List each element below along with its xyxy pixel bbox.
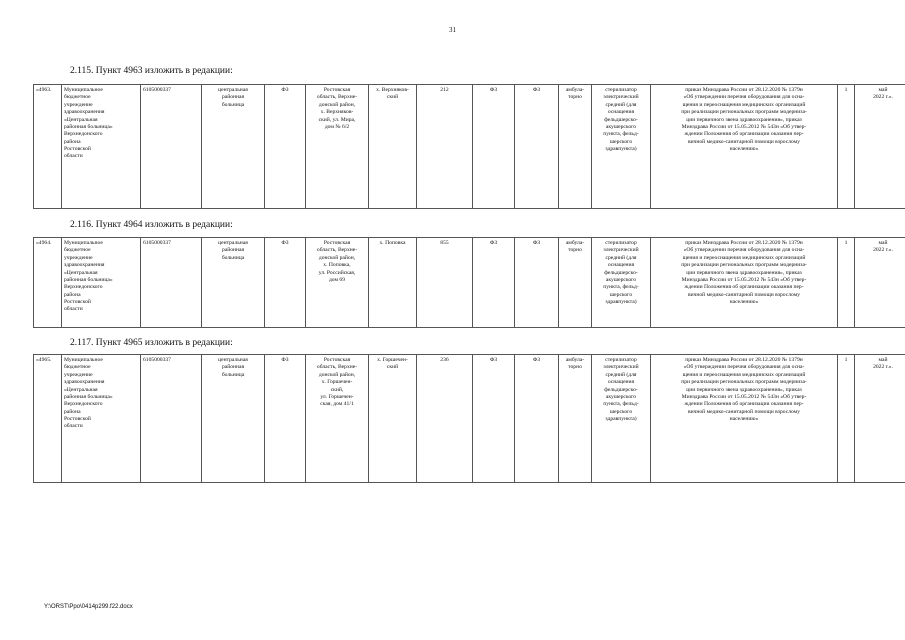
cell-mode: амбула- торно [559, 355, 592, 483]
cell-quantity: 1 [838, 238, 855, 328]
cell-col9: ФЗ [473, 85, 515, 209]
file-path-footer: Y:\ORST\Ppo\0414p299.f22.docx [44, 604, 133, 610]
cell-mode: амбула- торно [559, 85, 592, 209]
cell-organization: Муниципальное бюджетное учреждение здравоохранения «Центральная районная больница» Верхнедонского района Ростовской области [62, 85, 141, 209]
cell-count: 212 [417, 85, 473, 209]
cell-number: «4964. [34, 238, 62, 328]
cell-equipment: стерилизатор электрический средний (для оснащения фельдшерско- акушерского пункта, фельд- шерского здравпункта) [592, 355, 651, 483]
table-row [34, 85, 905, 209]
cell-inn: 6105000337 [141, 355, 202, 483]
cell-org-type: центральная районная больница [202, 355, 265, 483]
cell-col10: ФЗ [515, 355, 559, 483]
record-table [33, 354, 905, 483]
cell-quantity: 1 [838, 355, 855, 483]
cell-mode: амбула- торно [559, 238, 592, 328]
cell-address: Ростовская область, Верхне- донской район, х. Поповка, ул. Российская, дом 69 [306, 238, 369, 328]
cell-org-type: центральная районная больница [202, 238, 265, 328]
cell-locality: х. Поповка [369, 238, 417, 328]
cell-count: 855 [417, 238, 473, 328]
cell-number: «4965. [34, 355, 62, 483]
section-heading: 2.115. Пункт 4963 изложить в редакции: [70, 66, 233, 76]
cell-equipment: стерилизатор электрический средний (для оснащения фельдшерско- акушерского пункта, фельд- шерского здравпункта) [592, 238, 651, 328]
cell-law: ФЗ [265, 85, 306, 209]
table-row [34, 355, 905, 483]
cell-address: Ростовская область, Верхне- донской район, х. Горшечен- ский, ул. Горшечен- ская, дом 41/1 [306, 355, 369, 483]
cell-quantity: 1 [838, 85, 855, 209]
record-table [33, 84, 905, 209]
cell-org-type: центральная районная больница [202, 85, 265, 209]
table-row [34, 238, 905, 328]
cell-basis: приказ Минздрава России от 28.12.2020 № 1379н «Об утверждении перечня оборудования для осна- щения и переоснащения медицинских организаций при реализации региональных программ модерниза- ции первичного звена здравоохранения», приказ Минздрава России от 15.05.2012 № 543н «Об утвер- ждении Положения об организации оказания пер- вичной медико-санитарной помощи взрослому населению» [651, 355, 838, 483]
cell-organization: Муниципальное бюджетное учреждение здравоохранения «Центральная районная больница» Верхнедонского района Ростовской области [62, 355, 141, 483]
cell-organization: Муниципальное бюджетное учреждение здравоохранения «Центральная районная больница» Верхнедонского района Ростовской области [62, 238, 141, 328]
cell-address: Ростовская область, Верхне- донской район, х. Верхняков- ский, ул. Мира, дом № 6/2 [306, 85, 369, 209]
cell-date: май 2022 г.». [855, 238, 905, 328]
cell-basis: приказ Минздрава России от 28.12.2020 № 1379н «Об утверждении перечня оборудования для осна- щения и переоснащения медицинских организаций при реализации региональных программ модерниза- ции первичного звена здравоохранения», приказ Минздрава России от 15.05.2012 № 543н «Об утвер- ждении Положения об организации оказания пер- вичной медико-санитарной помощи взрослому населению» [651, 238, 838, 328]
section-heading: 2.116. Пункт 4964 изложить в редакции: [70, 220, 233, 230]
cell-law: ФЗ [265, 238, 306, 328]
page-number: 31 [449, 26, 456, 34]
cell-date: май 2022 г.». [855, 355, 905, 483]
cell-locality: х. Верхняков- ский [369, 85, 417, 209]
cell-date: май 2022 г.». [855, 85, 905, 209]
cell-col10: ФЗ [515, 85, 559, 209]
cell-locality: х. Горшечен- ский [369, 355, 417, 483]
cell-inn: 6105000337 [141, 85, 202, 209]
record-table [33, 237, 905, 328]
cell-basis: приказ Минздрава России от 28.12.2020 № 1379н «Об утверждении перечня оборудования для осна- щения и переоснащения медицинских организаций при реализации региональных программ модерниза- ции первичного звена здравоохранения», приказ Минздрава России от 15.05.2012 № 543н «Об утвер- ждении Положения об организации оказания пер- вичной медико-санитарной помощи взрослому населению» [651, 85, 838, 209]
cell-col10: ФЗ [515, 238, 559, 328]
cell-law: ФЗ [265, 355, 306, 483]
cell-inn: 6105000337 [141, 238, 202, 328]
cell-number: «4963. [34, 85, 62, 209]
cell-equipment: стерилизатор электрический средний (для оснащения фельдшерско- акушерского пункта, фельд- шерского здравпункта) [592, 85, 651, 209]
section-heading: 2.117. Пункт 4965 изложить в редакции: [70, 338, 233, 348]
cell-col9: ФЗ [473, 355, 515, 483]
cell-count: 236 [417, 355, 473, 483]
cell-col9: ФЗ [473, 238, 515, 328]
